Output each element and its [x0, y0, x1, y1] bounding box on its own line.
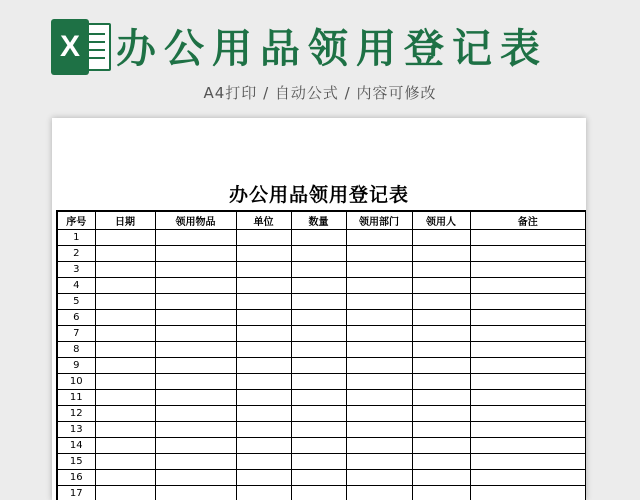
table-cell: [470, 342, 586, 358]
table-cell: [470, 326, 586, 342]
table-cell: [236, 246, 291, 262]
table-row: [57, 246, 586, 262]
table-cell: [412, 470, 470, 486]
table-cell: [95, 358, 155, 374]
table-cell: [95, 342, 155, 358]
table-cell: [155, 438, 236, 454]
table-header-row: [57, 211, 586, 230]
table-row: [57, 326, 586, 342]
table-cell: [346, 310, 412, 326]
row-number: 7: [57, 326, 95, 342]
table-cell: [470, 374, 586, 390]
table-cell: [291, 390, 346, 406]
table-row: [57, 358, 586, 374]
row-number: 9: [57, 358, 95, 374]
table-cell: [470, 454, 586, 470]
table-cell: [291, 486, 346, 500]
table-cell: [95, 246, 155, 262]
table-cell: [155, 470, 236, 486]
row-number: 3: [57, 262, 95, 278]
table-cell: [470, 390, 586, 406]
table-cell: [412, 486, 470, 500]
table-cell: [470, 438, 586, 454]
table-cell: [412, 438, 470, 454]
table-cell: [236, 278, 291, 294]
table-cell: [346, 262, 412, 278]
table-cell: [155, 342, 236, 358]
row-number: 1: [57, 230, 95, 246]
table-cell: [236, 230, 291, 246]
table-cell: [95, 438, 155, 454]
table-cell: [346, 294, 412, 310]
table-cell: [470, 246, 586, 262]
row-number: 12: [57, 406, 95, 422]
table-cell: [470, 262, 586, 278]
row-number: 8: [57, 342, 95, 358]
table-cell: [155, 406, 236, 422]
table-cell: [291, 230, 346, 246]
table-cell: [291, 358, 346, 374]
row-number: 4: [57, 278, 95, 294]
table-row: [57, 294, 586, 310]
column-header: 领用部门: [346, 211, 412, 230]
table-cell: [95, 406, 155, 422]
row-number: 16: [57, 470, 95, 486]
table-cell: [95, 294, 155, 310]
table-cell: [291, 374, 346, 390]
table-row: [57, 310, 586, 326]
table-cell: [95, 422, 155, 438]
row-number: 13: [57, 422, 95, 438]
table-cell: [291, 246, 346, 262]
table-cell: [346, 326, 412, 342]
column-header: 领用人: [412, 211, 470, 230]
column-header: 日期: [95, 211, 155, 230]
table-cell: [155, 310, 236, 326]
table-cell: [291, 326, 346, 342]
table-cell: [346, 470, 412, 486]
table-cell: [236, 262, 291, 278]
row-number: 17: [57, 486, 95, 500]
row-number: 11: [57, 390, 95, 406]
column-header: 序号: [57, 211, 95, 230]
table-cell: [346, 406, 412, 422]
table-cell: [412, 422, 470, 438]
table-cell: [236, 390, 291, 406]
table-cell: [95, 326, 155, 342]
table-cell: [95, 390, 155, 406]
table-cell: [346, 454, 412, 470]
table-cell: [155, 358, 236, 374]
row-number: 14: [57, 438, 95, 454]
table-cell: [291, 310, 346, 326]
table-cell: [236, 486, 291, 500]
row-number: 2: [57, 246, 95, 262]
table-cell: [236, 294, 291, 310]
table-cell: [412, 454, 470, 470]
table-cell: [95, 230, 155, 246]
table-cell: [346, 374, 412, 390]
banner: [0, 0, 640, 118]
column-header: 单位: [236, 211, 291, 230]
table-cell: [95, 278, 155, 294]
banner-title: 办公用品领用登记表: [116, 26, 548, 72]
row-number: 15: [57, 454, 95, 470]
table-cell: [470, 310, 586, 326]
table-cell: [155, 230, 236, 246]
table-row: [57, 278, 586, 294]
table-row: [57, 390, 586, 406]
table-cell: [236, 374, 291, 390]
row-number: 5: [57, 294, 95, 310]
table-cell: [155, 390, 236, 406]
table-cell: [470, 486, 586, 500]
table-cell: [291, 438, 346, 454]
table-row: [57, 438, 586, 454]
excel-logo-icon: [51, 19, 113, 75]
column-header: 备注: [470, 211, 586, 230]
table-row: [57, 342, 586, 358]
table-row: [57, 454, 586, 470]
table-cell: [470, 294, 586, 310]
column-header: 领用物品: [155, 211, 236, 230]
table-cell: [470, 278, 586, 294]
table-cell: [346, 358, 412, 374]
table-cell: [412, 326, 470, 342]
row-number: 10: [57, 374, 95, 390]
table-cell: [155, 294, 236, 310]
table-cell: [346, 438, 412, 454]
table-cell: [346, 342, 412, 358]
column-header: 数量: [291, 211, 346, 230]
table-cell: [95, 454, 155, 470]
table-cell: [412, 278, 470, 294]
table-cell: [470, 358, 586, 374]
table-cell: [412, 230, 470, 246]
table-cell: [236, 454, 291, 470]
table-cell: [412, 294, 470, 310]
table-cell: [291, 470, 346, 486]
table-cell: [346, 486, 412, 500]
table-cell: [346, 422, 412, 438]
table-cell: [346, 278, 412, 294]
table-cell: [236, 406, 291, 422]
table-cell: [155, 278, 236, 294]
logo-letter: X: [51, 19, 89, 75]
table-cell: [155, 262, 236, 278]
table-cell: [470, 230, 586, 246]
table-cell: [346, 390, 412, 406]
table-cell: [291, 406, 346, 422]
table-row: [57, 230, 586, 246]
table-row: [57, 374, 586, 390]
table-cell: [155, 454, 236, 470]
table-cell: [155, 246, 236, 262]
table-cell: [412, 390, 470, 406]
table-cell: [236, 310, 291, 326]
table-cell: [291, 278, 346, 294]
table-cell: [236, 358, 291, 374]
table-cell: [412, 406, 470, 422]
table-cell: [95, 262, 155, 278]
table-cell: [95, 374, 155, 390]
table-cell: [470, 470, 586, 486]
table-body: [57, 230, 586, 500]
row-number: 6: [57, 310, 95, 326]
table-cell: [236, 470, 291, 486]
table-cell: [236, 438, 291, 454]
table-cell: [412, 246, 470, 262]
table-cell: [155, 486, 236, 500]
table-cell: [412, 310, 470, 326]
table-cell: [236, 422, 291, 438]
banner-subtitle: A4打印 / 自动公式 / 内容可修改: [203, 84, 437, 102]
table-cell: [291, 422, 346, 438]
table-cell: [95, 310, 155, 326]
table-cell: [412, 262, 470, 278]
table-cell: [346, 230, 412, 246]
table-row: [57, 422, 586, 438]
table-cell: [470, 422, 586, 438]
table-row: [57, 470, 586, 486]
register-table: [56, 210, 586, 500]
table-cell: [346, 246, 412, 262]
table-cell: [291, 294, 346, 310]
table-row: [57, 406, 586, 422]
table-cell: [95, 470, 155, 486]
table-cell: [236, 326, 291, 342]
table-row: [57, 486, 586, 500]
table-cell: [155, 374, 236, 390]
table-cell: [412, 342, 470, 358]
table-cell: [291, 454, 346, 470]
table-cell: [470, 406, 586, 422]
table-row: [57, 262, 586, 278]
table-cell: [95, 486, 155, 500]
table-cell: [155, 422, 236, 438]
table-cell: [155, 326, 236, 342]
table-cell: [412, 358, 470, 374]
table-cell: [236, 342, 291, 358]
sheet-preview: [52, 118, 586, 500]
table-cell: [412, 374, 470, 390]
table-cell: [291, 342, 346, 358]
table-cell: [291, 262, 346, 278]
sheet-title: 办公用品领用登记表: [228, 184, 409, 206]
